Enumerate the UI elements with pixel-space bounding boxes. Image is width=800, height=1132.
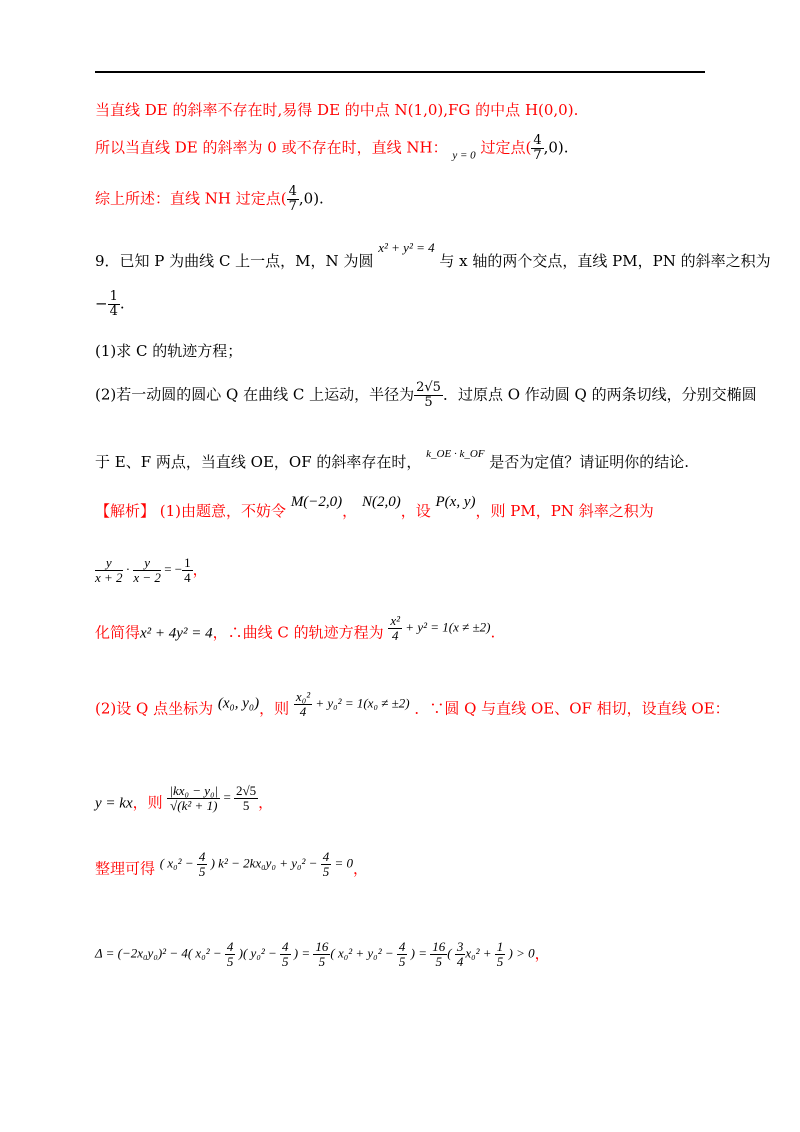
problem-9-part-1 [95,341,242,361]
solution-text-3a: 化简得 [95,623,141,642]
solution-text-5b: ， [258,793,274,812]
circle-equation: x² + y² = 4 [378,240,435,255]
frac-num: 4 [533,133,542,148]
part-2-text-a: (2)若一动圆的圆心 Q 在曲线 C 上运动，半径为 [95,385,415,404]
intro-eq-y0: y = 0 [452,149,476,162]
intro-text-3a: 综上所述：直线 NH 过定点( [95,189,287,208]
point-M: M(−2,0) [290,494,343,510]
solution-text-1a: 【解析】 (1)由题意，不妨令 [95,502,287,520]
intro-text-2d: ,0). [543,138,569,157]
comma: ， [192,560,208,579]
part-1-text: (1)求 C 的轨迹方程； [95,342,243,360]
comma: ， [342,502,358,520]
solution-line-6 [95,850,368,879]
problem-text-a: 9．已知 P 为曲线 C 上一点，M，N 为圆 [95,252,374,270]
solution-line-2 [95,556,208,585]
product-fraction [108,290,120,319]
problem-text-b: 与 x 轴的两个交点，直线 PM，PN 的斜率之积为 [439,252,771,270]
intro-text-2c: 过定点( [480,138,532,157]
intro-text-3b: ,0). [298,189,324,208]
header-rule [95,71,705,73]
solution-text-6a: 整理可得 [95,859,156,878]
solution-text-4b: ，则 [259,699,290,718]
slope-product-equation: $\frac{y}{x + 2}$ · $\frac{y}{x - 2}$ = − $\frac{1}{4}$ [95,555,191,585]
intro-line-3 [95,185,324,214]
intro-frac-4-7 [531,134,543,163]
part-2-text-d: 是否为定值？请证明你的结论. [489,453,690,471]
point-N: N(2,0) [361,494,401,510]
part-2-text-c: 于 E、F 两点，当直线 OE，OF 的斜率存在时， [95,453,422,471]
point-P: P(x, y) [435,494,476,510]
solution-text-1c: ，则 PM，PN 斜率之积为 [475,502,654,520]
problem-9-part-2-cont [95,444,689,472]
radius-num: 2√5 [416,380,441,395]
problem-9-part-2 [95,381,757,410]
solution-line-1 [95,492,654,521]
product-den: 4 [109,304,118,319]
frac-den: 7 [288,199,297,214]
solution-text-6b: ， [352,859,368,878]
quadratic-in-k: ( x₀² − $\frac{4}{5}$ ) k² − 2kx₀y₀ + y₀² − $\frac{4}{5}$ = 0 [159,849,353,879]
product-sign: − [95,294,108,313]
solution-text-7b: ， [534,944,550,963]
q-on-ellipse-equation: $\frac{\text{x₀²}}{4}$ + y₀² = 1(x₀ ≠ ±2) [295,689,410,719]
part-2-text-b: ．过原点 O 作动圆 Q 的两条切线，分别交椭圆 [442,385,757,404]
product-end: . [119,294,125,313]
solution-text-5a: ，则 [132,793,163,812]
solution-line-4 [95,690,730,719]
slope-product: k_OE · k_OF [426,448,485,460]
problem-9-line-2 [95,290,125,319]
line-OE-equation: y = kx [95,795,133,812]
solution-text-4c: ．∵圆 Q 与直线 OE、OF 相切，设直线 OE： [414,699,730,718]
discriminant-equation: Δ = (−2x₀y₀)² − 4( x₀² − $\frac{4}{5}$ )( y₀² − $\frac{4}{5}$ ) = $\frac{16}{5}$ ( x₀² + y₀² − $\frac{4}{5}$ ) = $\frac{16}{5}$ ( $\frac{3}{4}$ x₀² + $\frac{1}{5}$ ) > 0 [95,939,535,969]
radius-den: 5 [424,395,433,410]
solution-line-7 [95,940,550,969]
intro-text-1: 当直线 DE 的斜率不存在时,易得 DE 的中点 N(1,0),FG 的中点 H(0,0). [95,101,579,119]
intro-line-1 [95,100,578,120]
solution-text-3b: ，∴曲线 C 的轨迹方程为 [212,623,384,642]
simplified-equation: x² + 4y² = 4 [140,625,213,642]
ellipse-equation: $\frac{\text{x²}}{4}$ + y² = 1(x ≠ ±2) [390,613,491,643]
frac-num: 4 [288,184,297,199]
solution-text-1b: ，设 [400,502,431,520]
product-num: 1 [109,289,118,304]
solution-text-4a: (2)设 Q 点坐标为 [95,699,214,718]
intro-text-2a: 所以当直线 DE 的斜率为 0 或不存在时，直线 NH： [95,138,448,157]
intro-frac-4-7-b [287,185,299,214]
intro-line-2 [95,134,569,166]
point-Q: (x₀, y₀) [217,695,260,712]
radius-fraction [414,381,443,410]
distance-equation: $\frac{\text{|kx₀ − y₀|}}{\text{√(k² + 1)}}$ = $\frac{2√5}{5}$ [169,783,257,813]
frac-den: 7 [533,148,542,163]
solution-text-3c: . [490,623,496,642]
problem-9-line-1 [95,238,771,271]
solution-line-3 [95,614,495,643]
solution-line-5 [95,784,273,813]
